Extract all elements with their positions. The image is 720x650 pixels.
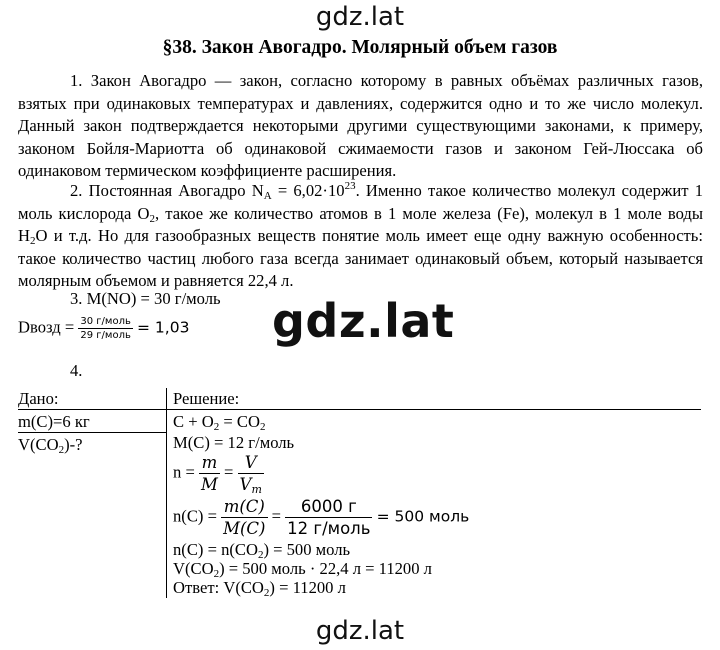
item-3-molar-mass: 3. M(NO) = 30 г/моль [70,289,221,308]
mass-over-molar-mass-fraction: $\frac{m}{M}$ [200,453,218,494]
amount-calculation: n(C) = $\frac{m(C)}{M(C)}$ = $\frac{6000 г}{\text{12 г/моль}}$ = 500 моль [173,497,470,538]
paragraph-1: 1. Закон Авогадро — закон, согласно которому в равных объёмах различных газов, взятых при одинаковых температурах и давлениях, содержится одно и то же число молекул. Данный закон подтверждается некоторыми другими существующими законами, к примеру, законом Бойля-Мариотта об одинаковой сжимаемости газов и законом Гей-Люссака об одинаковом термическом коэффициенте расширения. [18,71,703,180]
carbon-molar-mass: M(C) = 12 г/моль [173,433,295,452]
item-4-label: 4. [70,361,83,380]
volume-over-molar-volume-fraction: $\frac{V}{V_m}$ [239,453,262,496]
item-3-relative-density: Dвозд = $\frac{\text{30 г/моль}}{\text{29 г/моль}}$ = 1,03 [18,316,190,341]
solution-header: Решение: [173,389,240,408]
numeric-fraction: $\frac{6000 г}{\text{12 г/моль}}$ [287,497,371,538]
section-title: §38. Закон Авогадро. Молярный объем газов [162,37,558,58]
amount-formula: n = $\frac{m}{M}$ = $\frac{V}{V_m}$ [173,453,262,496]
density-fraction: $\frac{\text{30 г/моль}}{\text{29 г/моль}}$ [80,316,131,341]
paragraph-2: 2. Постоянная Авогадро $N_A = 6,02\cdot 10^{23}$. Именно такое количество молекул содержит 1 моль кислорода $O_2$, такое же количество атомов в 1 моле железа (Fe), молекул в 1 моле воды $H_2O$ и т.д. Но для газообразных веществ понятие моль имеет еще одну важную особенность: такое количество частиц любого газа всегда занимает одинаковый объем, который называется молярным объемом и равняется 22,4 л. [18,180,704,290]
table-header-divider [18,409,701,410]
watermark-middle: gdz.lat [272,294,455,348]
symbolic-fraction: $\frac{m(C)}{M(C)}$ [223,497,266,538]
watermark-bottom: gdz.lat [315,616,405,646]
answer: Ответ: $V(CO_2) = 11200$ л [173,578,346,599]
given-divider [18,432,167,433]
given-mass: m(C)=6 кг [18,412,90,431]
given-header: Дано: [18,389,59,408]
given-unknown: $V(CO_2)-$? [18,435,83,456]
reaction-equation: $C + O_2 = CO_2$ [173,412,266,433]
table-column-divider [166,388,167,598]
watermark-top: gdz.lat [315,2,405,32]
volume-calculation: $V(CO_2) = 500$ моль · 22,4 л = 11200 л [173,559,432,580]
amount-equality: $n(C) = n(CO_2) = 500$ моль [173,540,351,561]
